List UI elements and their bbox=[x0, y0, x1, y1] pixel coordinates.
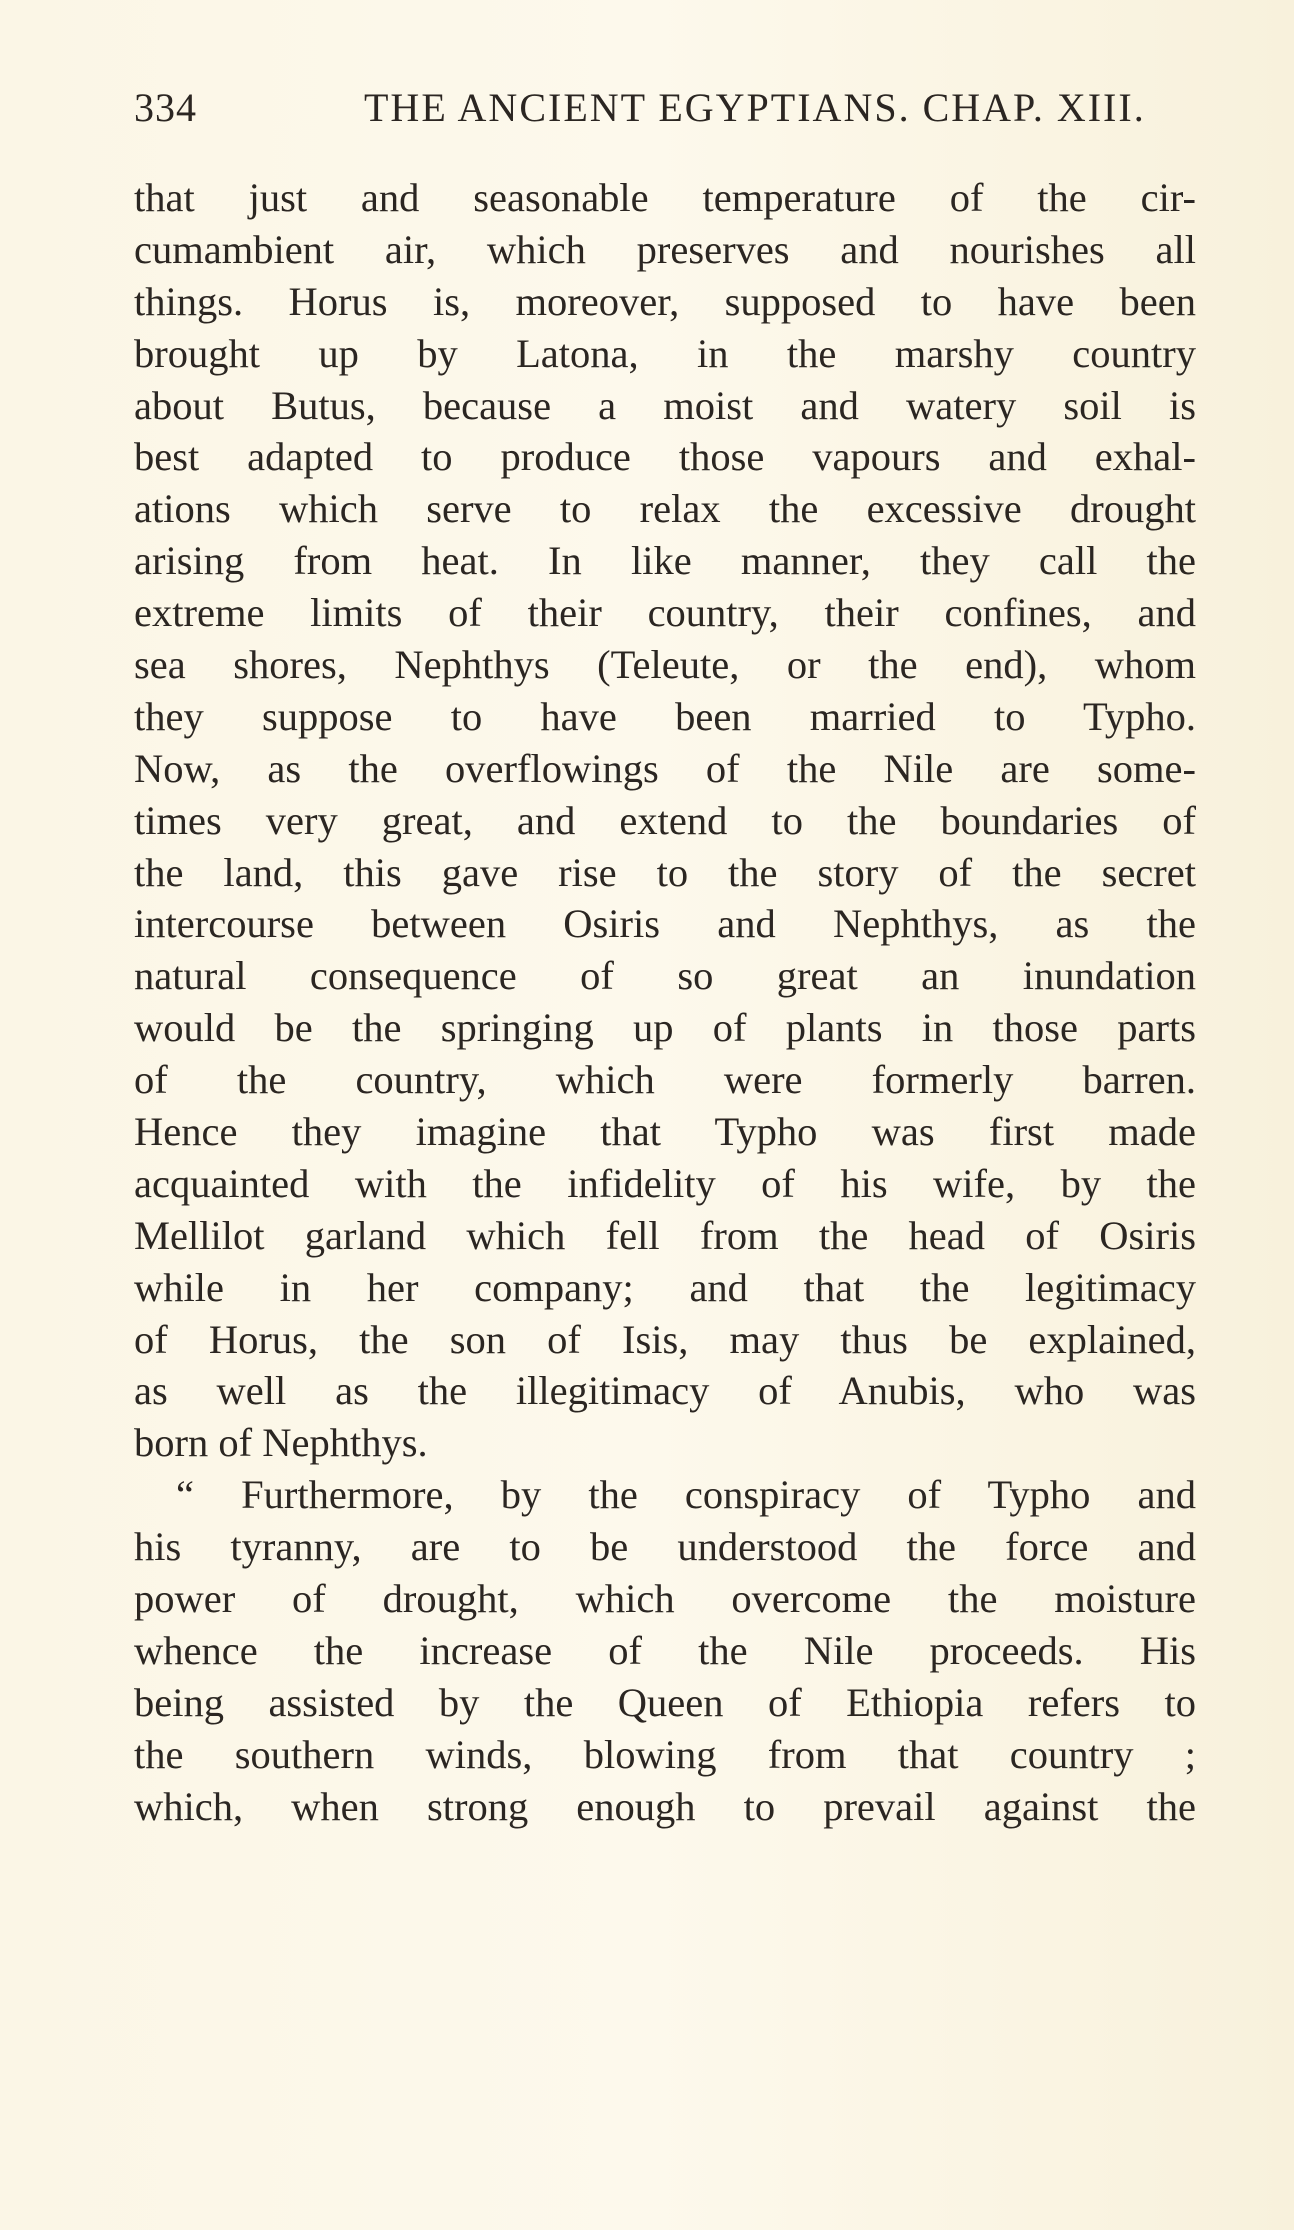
text-line: his tyranny, are to be understood the force and bbox=[134, 1524, 1196, 1570]
text-line: born of Nephthys. bbox=[134, 1420, 428, 1466]
text-line: best adapted to produce those vapours and exhal- bbox=[134, 434, 1196, 480]
text-line: that just and seasonable temperature of the cir- bbox=[134, 175, 1196, 220]
page-header bbox=[134, 84, 1196, 134]
running-title: THE ANCIENT EGYPTIANS. CHAP. XIII. bbox=[364, 85, 1146, 130]
text-line: while in her company; and that the legitimacy bbox=[134, 1264, 1196, 1310]
text-line: being assisted by the Queen of Ethiopia refers to bbox=[134, 1679, 1196, 1725]
text-line: as well as the illegitimacy of Anubis, who was bbox=[134, 1368, 1196, 1414]
page-number: 334 bbox=[134, 85, 197, 130]
text-line: of the country, which were formerly barren. bbox=[134, 1057, 1196, 1103]
text-line: power of drought, which overcome the moisture bbox=[134, 1576, 1196, 1622]
text-line: which, when strong enough to prevail against the bbox=[134, 1783, 1196, 1829]
text-line: extreme limits of their country, their confines, and bbox=[134, 590, 1196, 636]
text-line: they suppose to have been married to Typho. bbox=[134, 693, 1196, 739]
text-line: Hence they imagine that Typho was first made bbox=[134, 1109, 1196, 1155]
text-line: intercourse between Osiris and Nephthys, as the bbox=[134, 901, 1196, 947]
text-line: acquainted with the infidelity of his wife, by the bbox=[134, 1160, 1196, 1206]
text-line: the land, this gave rise to the story of the secret bbox=[134, 849, 1196, 895]
text-line: ations which serve to relax the excessive drought bbox=[134, 486, 1196, 532]
text-line: sea shores, Nephthys (Teleute, or the end), whom bbox=[134, 642, 1196, 688]
text-line: things. Horus is, moreover, supposed to have been bbox=[134, 278, 1196, 324]
text-line: times very great, and extend to the boundaries of bbox=[134, 797, 1196, 843]
text-line: Mellilot garland which fell from the head of Osiris bbox=[134, 1212, 1196, 1258]
text-line: the southern winds, blowing from that country ; bbox=[134, 1731, 1196, 1777]
text-line: cumambient air, which preserves and nourishes all bbox=[134, 226, 1196, 272]
text-line: whence the increase of the Nile proceeds. His bbox=[134, 1627, 1196, 1673]
text-line: about Butus, because a moist and watery soil is bbox=[134, 382, 1196, 428]
text-line: Now, as the overflowings of the Nile are some- bbox=[134, 745, 1196, 791]
text-line: brought up by Latona, in the marshy country bbox=[134, 330, 1196, 376]
text-line: would be the springing up of plants in those parts bbox=[134, 1005, 1196, 1051]
text-line: arising from heat. In like manner, they call the bbox=[134, 538, 1196, 584]
text-line: natural consequence of so great an inundation bbox=[134, 953, 1196, 999]
body-text bbox=[134, 172, 1196, 1833]
text-line: “ Furthermore, by the conspiracy of Typho and bbox=[176, 1472, 1196, 1518]
text-line: of Horus, the son of Isis, may thus be explained, bbox=[134, 1316, 1196, 1362]
